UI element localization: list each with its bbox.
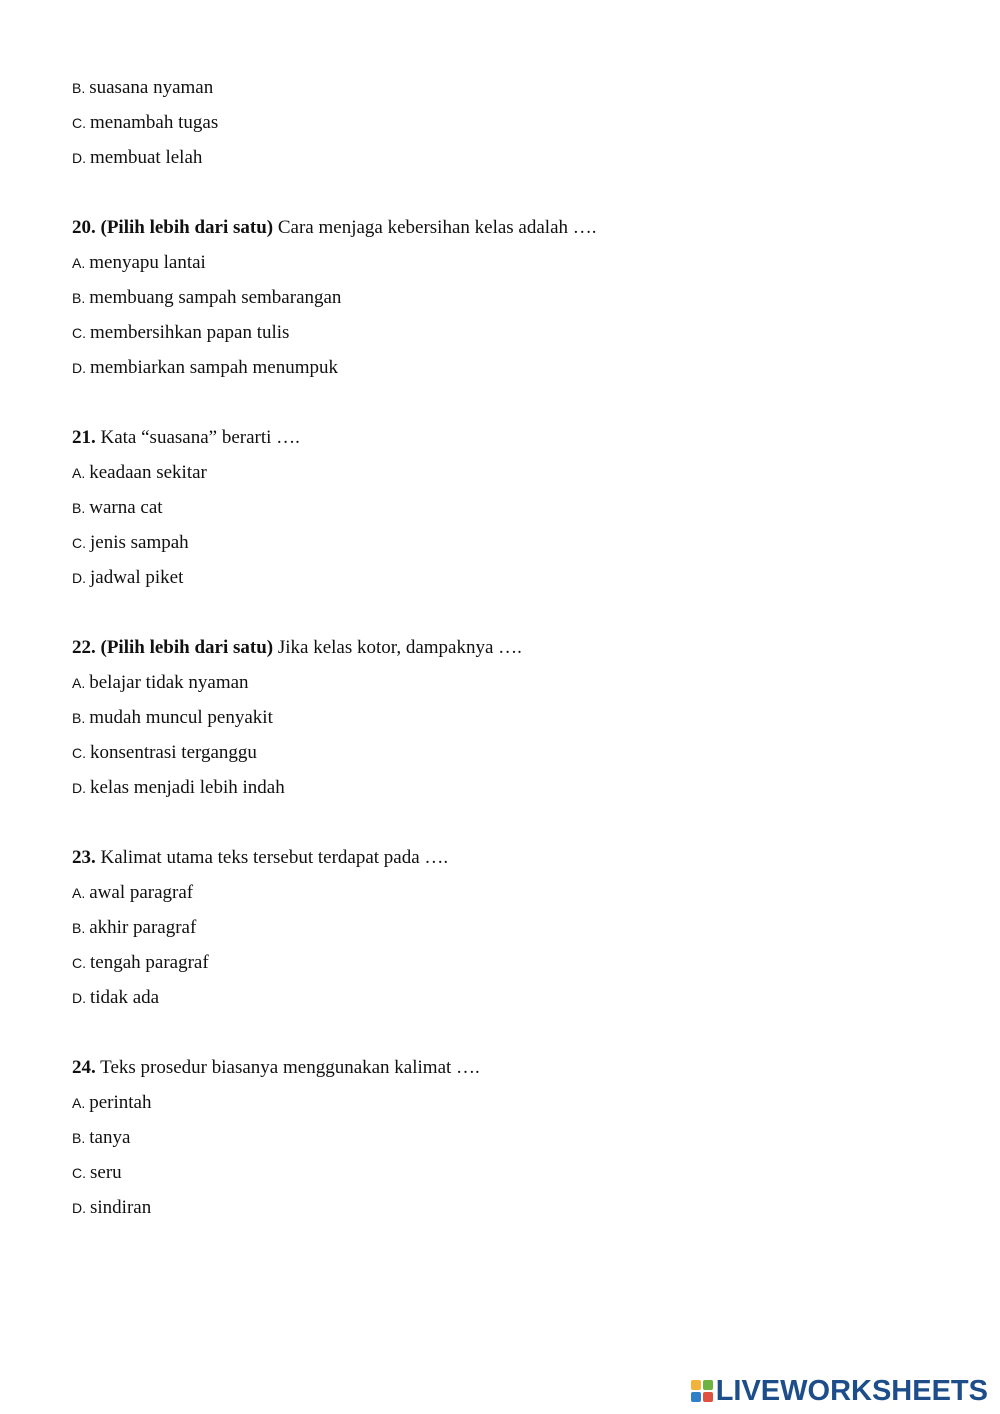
option-a-q21[interactable] bbox=[72, 461, 207, 485]
option-text: konsentrasi terganggu bbox=[90, 742, 257, 763]
option-letter: B. bbox=[72, 1130, 86, 1146]
option-c-q20[interactable] bbox=[72, 321, 289, 345]
option-text: akhir paragraf bbox=[89, 917, 197, 938]
question-number: 24. bbox=[72, 1057, 96, 1078]
question-number: 23. bbox=[72, 847, 96, 868]
option-text: membersihkan papan tulis bbox=[90, 322, 290, 343]
question-text: Kata “suasana” berarti …. bbox=[100, 427, 300, 448]
question-24 bbox=[72, 1056, 480, 1080]
option-b-q23[interactable] bbox=[72, 916, 196, 940]
logo-text: LIVEWORKSHEETS bbox=[715, 1374, 988, 1407]
option-letter: A. bbox=[72, 465, 86, 481]
option-letter: C. bbox=[72, 1165, 86, 1181]
option-d-q19[interactable] bbox=[72, 146, 202, 170]
option-b-q21[interactable] bbox=[72, 496, 163, 520]
question-20 bbox=[72, 216, 597, 240]
option-text: membuang sampah sembarangan bbox=[89, 287, 342, 308]
option-a-q20[interactable] bbox=[72, 251, 206, 275]
option-letter: D. bbox=[72, 570, 86, 586]
option-text: belajar tidak nyaman bbox=[89, 672, 249, 693]
question-number: 20. bbox=[72, 217, 96, 238]
option-d-q20[interactable] bbox=[72, 356, 338, 380]
option-letter: C. bbox=[72, 955, 86, 971]
option-letter: D. bbox=[72, 360, 86, 376]
option-a-q24[interactable] bbox=[72, 1091, 152, 1115]
option-d-q24[interactable] bbox=[72, 1196, 151, 1220]
option-text: tanya bbox=[89, 1127, 131, 1148]
question-text: Jika kelas kotor, dampaknya …. bbox=[277, 637, 522, 658]
option-text: tengah paragraf bbox=[90, 952, 209, 973]
option-letter: D. bbox=[72, 780, 86, 796]
option-text: mudah muncul penyakit bbox=[89, 707, 273, 728]
option-letter: D. bbox=[72, 990, 86, 1006]
question-21 bbox=[72, 426, 300, 450]
question-text: Teks prosedur biasanya menggunakan kalimat …. bbox=[100, 1057, 480, 1078]
option-d-q22[interactable] bbox=[72, 776, 285, 800]
option-text: membiarkan sampah menumpuk bbox=[90, 357, 338, 378]
option-letter: B. bbox=[72, 500, 86, 516]
option-letter: B. bbox=[72, 80, 86, 96]
option-b-q20[interactable] bbox=[72, 286, 341, 310]
question-22 bbox=[72, 636, 522, 660]
question-text: Cara menjaga kebersihan kelas adalah …. bbox=[277, 217, 597, 238]
option-text: menambah tugas bbox=[90, 112, 219, 133]
option-letter: A. bbox=[72, 255, 86, 271]
option-text: awal paragraf bbox=[89, 882, 194, 903]
option-letter: D. bbox=[72, 150, 86, 166]
question-tag: (Pilih lebih dari satu) bbox=[100, 217, 274, 238]
option-b-q24[interactable] bbox=[72, 1126, 130, 1150]
option-text: perintah bbox=[89, 1092, 152, 1113]
option-text: menyapu lantai bbox=[89, 252, 206, 273]
option-c-q19[interactable] bbox=[72, 111, 218, 135]
option-text: membuat lelah bbox=[90, 147, 203, 168]
option-text: jenis sampah bbox=[90, 532, 189, 553]
question-tag: (Pilih lebih dari satu) bbox=[100, 637, 274, 658]
option-text: sindiran bbox=[90, 1197, 152, 1218]
option-letter: C. bbox=[72, 745, 86, 761]
liveworksheets-logo bbox=[691, 1374, 988, 1408]
question-number: 21. bbox=[72, 427, 96, 448]
option-c-q22[interactable] bbox=[72, 741, 257, 765]
option-d-q23[interactable] bbox=[72, 986, 159, 1010]
option-text: tidak ada bbox=[90, 987, 160, 1008]
option-letter: A. bbox=[72, 675, 86, 691]
option-text: kelas menjadi lebih indah bbox=[90, 777, 285, 798]
option-letter: A. bbox=[72, 1095, 86, 1111]
question-number: 22. bbox=[72, 637, 96, 658]
option-letter: C. bbox=[72, 535, 86, 551]
option-c-q23[interactable] bbox=[72, 951, 209, 975]
question-23 bbox=[72, 846, 448, 870]
option-a-q23[interactable] bbox=[72, 881, 193, 905]
option-a-q22[interactable] bbox=[72, 671, 249, 695]
option-letter: A. bbox=[72, 885, 86, 901]
option-text: seru bbox=[90, 1162, 122, 1183]
option-letter: B. bbox=[72, 290, 86, 306]
option-letter: B. bbox=[72, 920, 86, 936]
option-letter: C. bbox=[72, 325, 86, 341]
option-text: keadaan sekitar bbox=[89, 462, 207, 483]
option-b-q22[interactable] bbox=[72, 706, 273, 730]
option-d-q21[interactable] bbox=[72, 566, 183, 590]
question-text: Kalimat utama teks tersebut terdapat pada …. bbox=[100, 847, 449, 868]
option-c-q21[interactable] bbox=[72, 531, 189, 555]
option-text: jadwal piket bbox=[90, 567, 184, 588]
option-letter: D. bbox=[72, 1200, 86, 1216]
option-text: warna cat bbox=[89, 497, 163, 518]
option-letter: B. bbox=[72, 710, 86, 726]
option-text: suasana nyaman bbox=[89, 77, 214, 98]
option-b-q19[interactable] bbox=[72, 76, 213, 100]
liveworksheets-logo-icon bbox=[691, 1380, 713, 1402]
option-c-q24[interactable] bbox=[72, 1161, 122, 1185]
option-letter: C. bbox=[72, 115, 86, 131]
